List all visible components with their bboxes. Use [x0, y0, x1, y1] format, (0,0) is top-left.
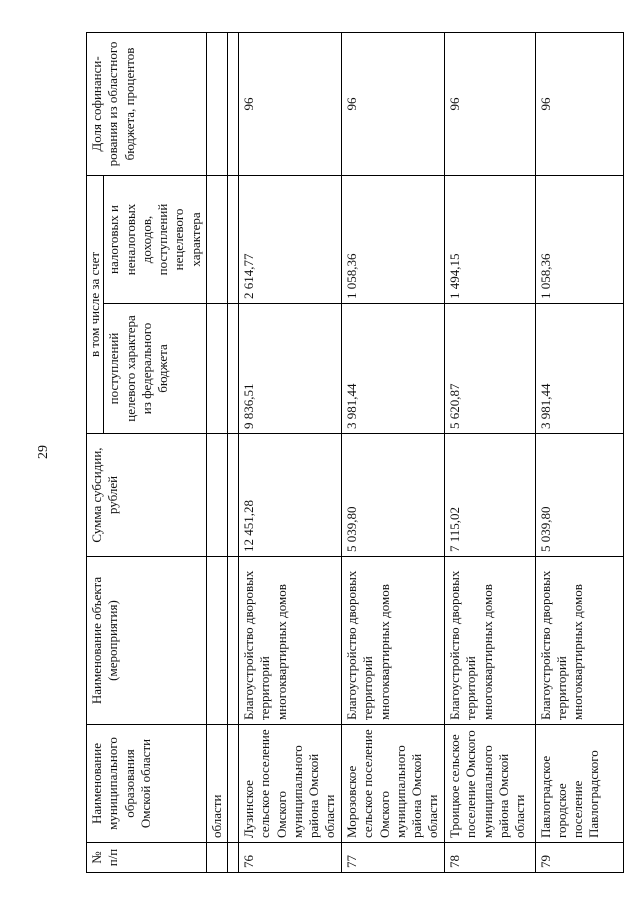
col-header-share: Доля софинанси-рования из областного бюджета, процентов	[87, 33, 207, 176]
cell-municipality: Морозовское сельское поселение Омского муниципального района Омской области	[342, 725, 445, 843]
continuation-row	[206, 33, 227, 873]
cell-object: Благоустройство дворовых территорий многоквартирных домов	[445, 557, 535, 725]
col-header-subsidy: Сумма субсидии, рублей	[87, 434, 207, 557]
col-header-municipality: Наименование муниципального образования Омской области	[87, 725, 207, 843]
rotated-table-container	[86, 33, 624, 873]
cell-object: Благоустройство дворовых территорий многоквартирных домов	[239, 557, 342, 725]
table-row	[445, 33, 535, 873]
col-header-tax: налоговых и неналоговых доходов, поступлений нецелевого характера	[104, 176, 207, 304]
cell-num	[206, 843, 227, 873]
col-header-object: Наименование объекта (мероприятия)	[87, 557, 207, 725]
cell-federal: 5 620,87	[445, 304, 535, 434]
cell-federal: 3 981,44	[342, 304, 445, 434]
table-row	[239, 33, 342, 873]
cell-municipality: области	[206, 725, 227, 843]
subsidy-table	[86, 32, 624, 873]
col-header-federal: поступлений целевого характера из федерального бюджета	[104, 304, 207, 434]
cell-num: 78	[445, 843, 535, 873]
cell-subsidy: 5 039,80	[535, 434, 623, 557]
cell-subsidy: 5 039,80	[342, 434, 445, 557]
cell-federal: 3 981,44	[535, 304, 623, 434]
cell-tax: 1 494,15	[445, 176, 535, 304]
cell-municipality: Троицкое сельское поселение Омского муниципального района Омской области	[445, 725, 535, 843]
cell-municipality: Павлоградское городское поселение Павлоградского	[535, 725, 623, 843]
cell-municipality: Лузинское сельское поселение Омского муниципального района Омской области	[239, 725, 342, 843]
cell-share: 96	[445, 33, 535, 176]
table-row	[535, 33, 623, 873]
cell-tax: 1 058,36	[535, 176, 623, 304]
cell-share: 96	[239, 33, 342, 176]
cell-federal: 9 836,51	[239, 304, 342, 434]
cell-num: 77	[342, 843, 445, 873]
cell-share: 96	[535, 33, 623, 176]
col-header-including: в том числе за счет	[87, 176, 104, 434]
col-header-num: № п/п	[87, 843, 207, 873]
cell-subsidy: 7 115,02	[445, 434, 535, 557]
cell-tax: 2 614,77	[239, 176, 342, 304]
cell-object: Благоустройство дворовых территорий многоквартирных домов	[535, 557, 623, 725]
cell-num: 76	[239, 843, 342, 873]
spacer-row	[228, 33, 239, 873]
cell-tax: 1 058,36	[342, 176, 445, 304]
cell-share: 96	[342, 33, 445, 176]
page-number: 29	[36, 445, 51, 459]
table-row	[342, 33, 445, 873]
cell-subsidy: 12 451,28	[239, 434, 342, 557]
cell-object: Благоустройство дворовых территорий многоквартирных домов	[342, 557, 445, 725]
cell-num: 79	[535, 843, 623, 873]
